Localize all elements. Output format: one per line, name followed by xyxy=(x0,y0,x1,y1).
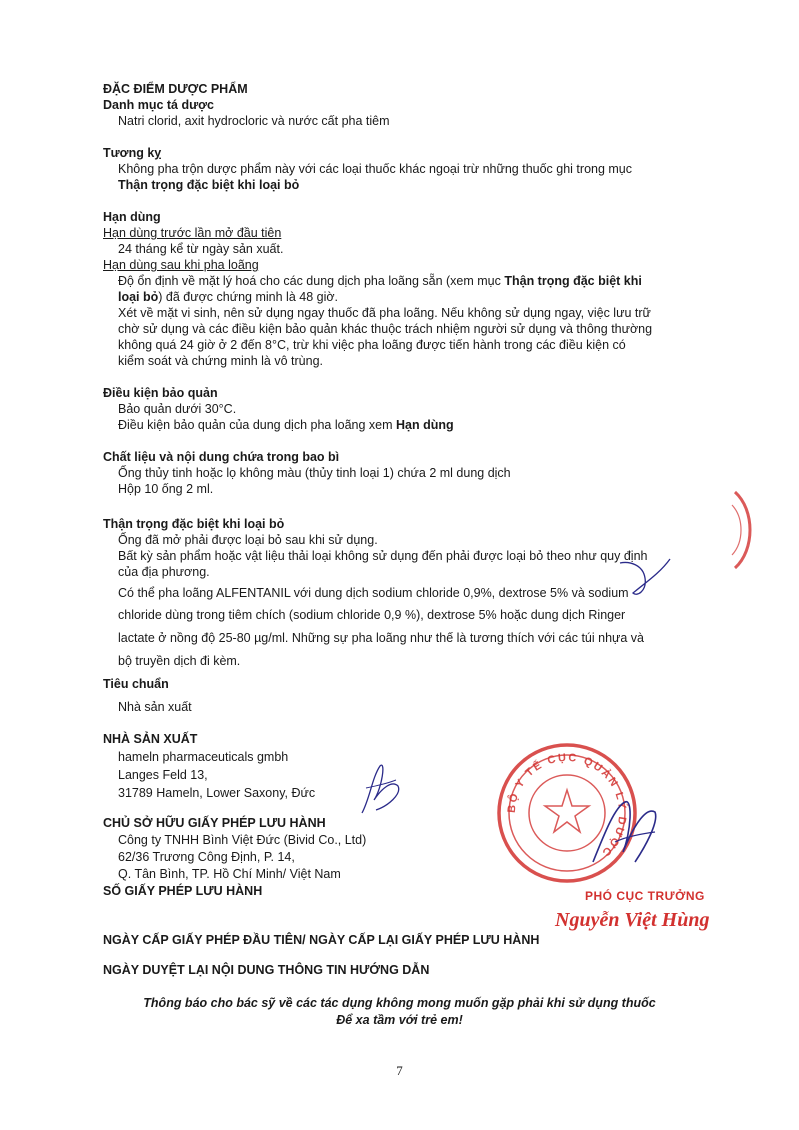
shelf-sub1: Hạn dùng trước lần mở đầu tiên xyxy=(103,226,282,240)
shelf-p1-line2: loại bỏ) đã được chứng minh là 48 giờ. xyxy=(118,290,339,304)
storage-line2: Điều kiện bảo quản của dung dịch pha loãng xem Hạn dùng xyxy=(118,418,454,432)
disposal-line3: của địa phương. xyxy=(118,565,210,579)
incompat-line2: Thận trọng đặc biệt khi loại bỏ xyxy=(118,178,300,192)
disposal-line7: bộ truyền dịch đi kèm. xyxy=(118,654,241,668)
disposal-line1: Ống đã mở phải được loại bỏ sau khi sử dụng. xyxy=(118,533,378,547)
incompat-heading: Tương kỵ xyxy=(103,146,162,160)
excipients-text: Natri clorid, axit hydrocloric và nước cất pha tiêm xyxy=(118,114,390,128)
storage-heading: Điều kiện bảo quản xyxy=(103,386,218,400)
standard-text: Nhà sản xuất xyxy=(118,700,192,714)
section-title: ĐẶC ĐIỂM DƯỢC PHẨM xyxy=(103,82,248,96)
shelf-p2-line3: không quá 24 giờ ở 2 đến 8°C, trừ khi việc pha loãng được tiến hành trong các điều kiện có xyxy=(118,338,626,352)
holder-line2: 62/36 Trương Công Định, P. 14, xyxy=(118,850,295,864)
footer-warning: Thông báo cho bác sỹ về các tác dụng không mong muốn gặp phải khi sử dụng thuốc xyxy=(143,996,656,1010)
review-date-heading: NGÀY DUYỆT LẠI NỘI DUNG THÔNG TIN HƯỚNG DẪN xyxy=(103,963,430,977)
incompat-line1: Không pha trộn dược phẩm này với các loại thuốc khác ngoại trừ những thuốc ghi trong mục xyxy=(118,162,633,176)
license-number-heading: SỐ GIẤY PHÉP LƯU HÀNH xyxy=(103,884,263,898)
svg-text:BỘ Y TẾ CỤC QUẢN LÝ DƯỢC: BỘ Y TẾ CỤC QUẢN LÝ DƯỢC xyxy=(505,751,629,860)
container-line2: Hộp 10 ống 2 ml. xyxy=(118,482,214,496)
disposal-heading: Thận trọng đặc biệt khi loại bỏ xyxy=(103,517,285,531)
shelf-p2-line4: kiểm soát và chứng minh là vô trùng. xyxy=(118,354,323,368)
stamp-name: Nguyễn Việt Hùng xyxy=(555,909,710,931)
shelf-sub1-text: 24 tháng kể từ ngày sản xuất. xyxy=(118,242,284,256)
shelf-p2-line2: chờ sử dụng và các điều kiện bảo quản khác thuộc trách nhiệm người sử dụng và thông thường xyxy=(118,322,653,336)
disposal-line2: Bất kỳ sản phẩm hoặc vật liệu thải loại không sử dụng đến phải được loại bỏ theo như quy định xyxy=(118,549,648,563)
shelf-p1-line1: Độ ổn định về mặt lý hoá cho các dung dịch pha loãng sẵn (xem mục Thận trọng đặc biệt khi xyxy=(118,274,642,288)
first-issue-heading: NGÀY CẤP GIẤY PHÉP ĐẦU TIÊN/ NGÀY CẤP LẠI GIẤY PHÉP LƯU HÀNH xyxy=(103,933,540,947)
container-heading: Chất liệu và nội dung chứa trong bao bì xyxy=(103,450,340,464)
container-line1: Ống thủy tinh hoặc lọ không màu (thủy tinh loại 1) chứa 2 ml dung dịch xyxy=(118,466,511,480)
shelf-sub2: Hạn dùng sau khi pha loãng xyxy=(103,258,259,272)
edge-seal-fragment xyxy=(730,490,760,570)
holder-line1: Công ty TNHH Bình Việt Đức (Bivid Co., Ltd) xyxy=(118,833,367,847)
holder-heading: CHỦ SỞ HỮU GIẤY PHÉP LƯU HÀNH xyxy=(103,816,326,830)
manufacturer-line3: 31789 Hameln, Lower Saxony, Đức xyxy=(118,786,316,800)
disposal-line6: lactate ở nồng độ 25-80 µg/ml. Những sự pha loãng như thế là tương thích với các túi nhựa và xyxy=(118,631,645,645)
storage-line1: Bảo quản dưới 30°C. xyxy=(118,402,237,416)
margin-signature xyxy=(615,553,675,603)
holder-line3: Q. Tân Bình, TP. Hồ Chí Minh/ Việt Nam xyxy=(118,867,341,881)
shelf-p2-line1: Xét về mặt vi sinh, nên sử dụng ngay thuốc đã pha loãng. Nếu không sử dụng ngay, việc lưu trữ xyxy=(118,306,651,320)
manufacturer-line1: hameln pharmaceuticals gmbh xyxy=(118,750,289,764)
manufacturer-signature xyxy=(352,758,407,818)
shelf-heading: Hạn dùng xyxy=(103,210,161,224)
stamp-title: PHÓ CỤC TRƯỞNG xyxy=(585,889,705,903)
excipients-heading: Danh mục tá dược xyxy=(103,98,215,112)
disposal-line5: chloride dùng trong tiêm chích (sodium chloride 0,9 %), dextrose 5% hoặc dung dịch Ringer xyxy=(118,608,626,622)
disposal-line4: Có thể pha loãng ALFENTANIL với dung dịch sodium chloride 0,9%, dextrose 5% và sodium xyxy=(118,586,629,600)
footer-children: Để xa tầm với trẻ em! xyxy=(336,1013,463,1027)
standard-heading: Tiêu chuẩn xyxy=(103,677,169,691)
deputy-signature xyxy=(585,792,665,877)
manufacturer-line2: Langes Feld 13, xyxy=(118,768,208,782)
page-number: 7 xyxy=(396,1063,403,1078)
manufacturer-heading: NHÀ SẢN XUẤT xyxy=(103,732,198,746)
